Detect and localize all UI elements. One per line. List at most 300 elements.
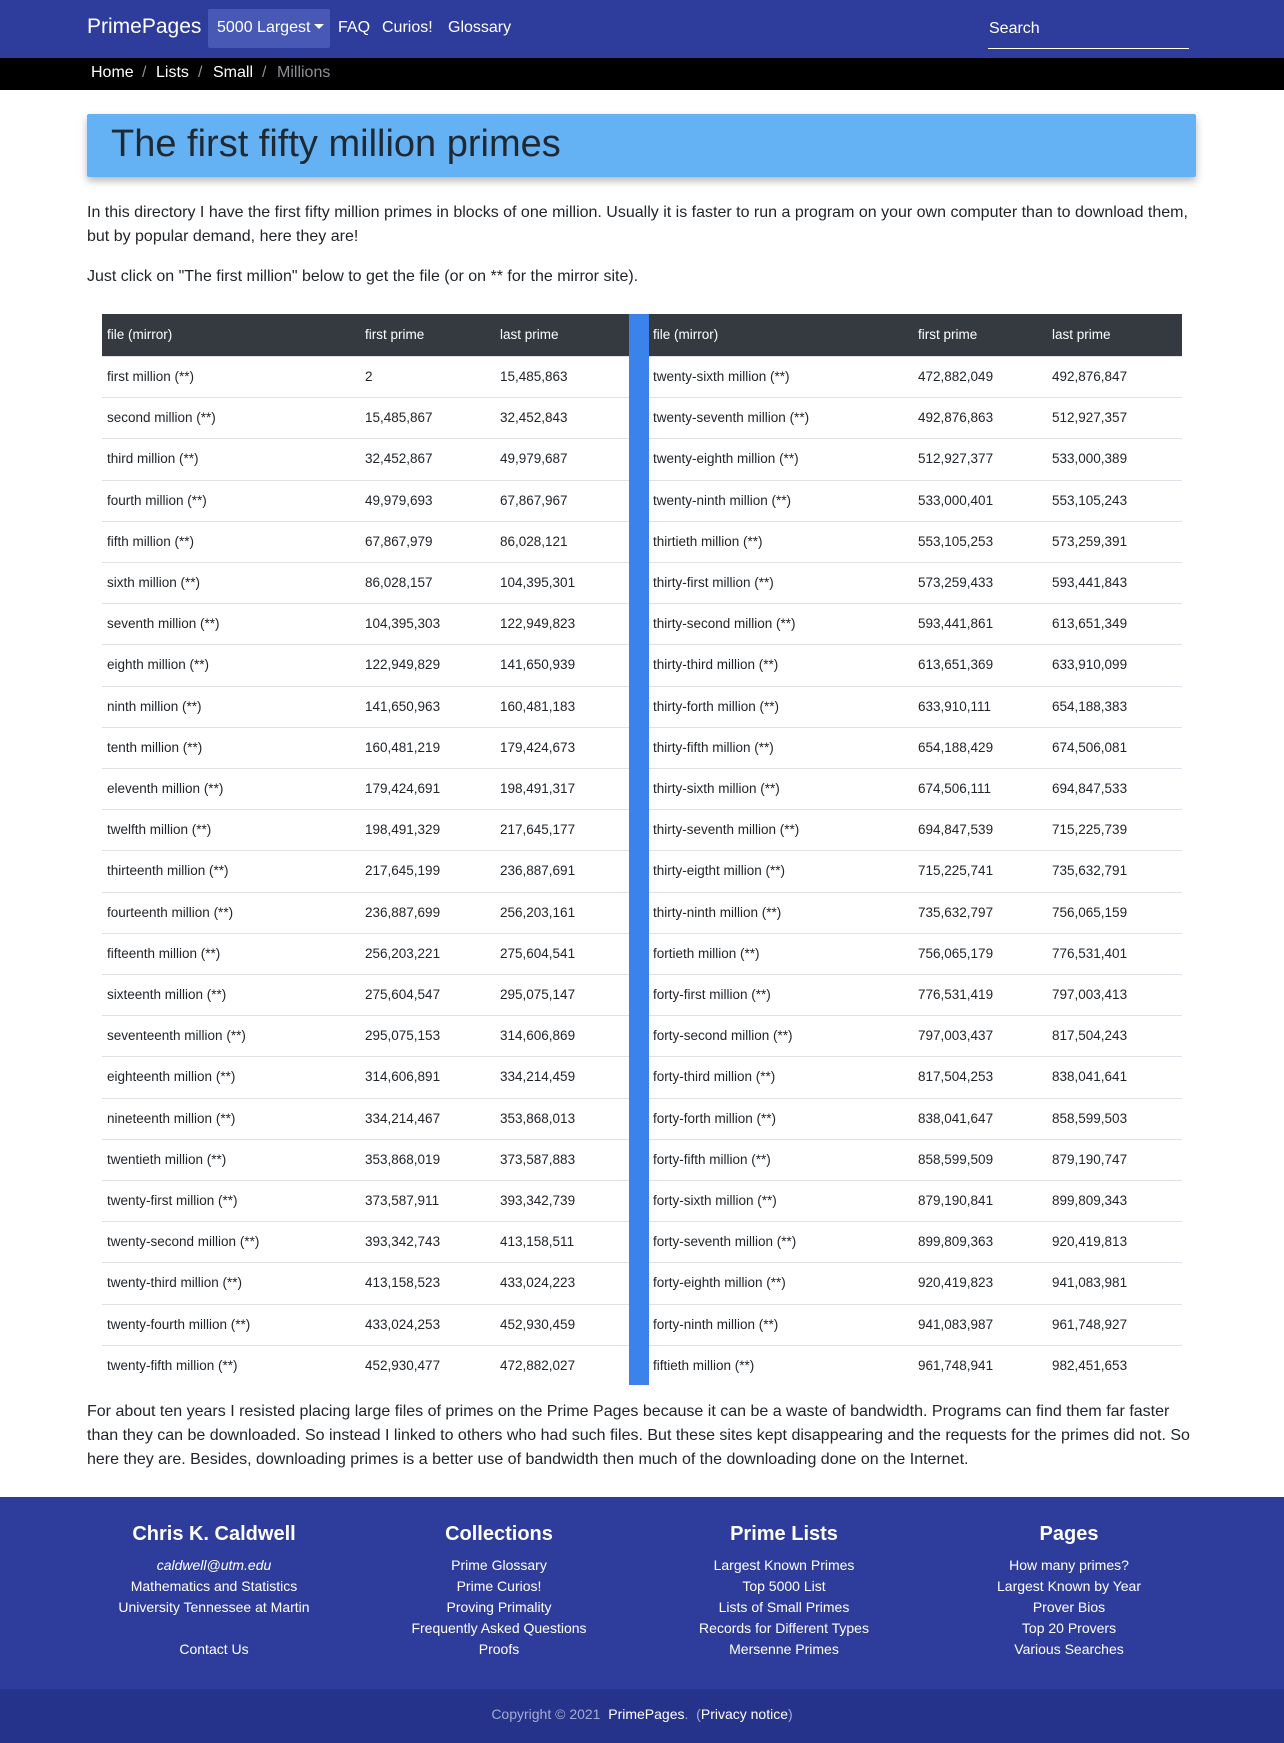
mirror-link[interactable]: (**) bbox=[776, 822, 800, 838]
mirror-link[interactable]: (**) bbox=[762, 1275, 786, 1291]
first-prime-cell: 67,867,979 bbox=[365, 533, 433, 549]
last-prime-cell: 941,083,981 bbox=[1052, 1275, 1128, 1291]
file-cell bbox=[107, 451, 199, 466]
header-last-prime: last prime bbox=[1052, 327, 1111, 342]
mirror-link[interactable]: (**) bbox=[185, 657, 210, 673]
file-cell bbox=[653, 1275, 786, 1290]
last-prime-cell: 573,259,391 bbox=[1052, 533, 1128, 549]
last-prime-cell: 715,225,739 bbox=[1052, 822, 1128, 838]
file-cell bbox=[107, 781, 223, 796]
file-cell bbox=[653, 781, 780, 796]
last-prime-cell: 275,604,541 bbox=[500, 945, 576, 961]
breadcrumb-lists[interactable]: Lists bbox=[156, 64, 189, 81]
last-prime-cell: 593,441,843 bbox=[1052, 575, 1128, 590]
last-prime-cell: 413,158,511 bbox=[500, 1234, 575, 1250]
last-prime-cell: 104,395,301 bbox=[500, 575, 576, 590]
first-prime-cell: 160,481,219 bbox=[365, 739, 441, 755]
last-prime-cell: 961,748,927 bbox=[1052, 1316, 1128, 1332]
file-link[interactable]: twenty-fourth million bbox=[107, 1316, 228, 1332]
first-prime-cell: 573,259,433 bbox=[918, 575, 994, 590]
breadcrumb-small[interactable]: Small bbox=[213, 64, 254, 81]
footer-link[interactable]: Top 20 Provers bbox=[1021, 1620, 1117, 1636]
footer-link[interactable]: Top 5000 List bbox=[742, 1578, 826, 1594]
file-cell bbox=[653, 534, 763, 549]
mirror-link[interactable]: (**) bbox=[214, 1357, 238, 1373]
last-prime-cell: 735,632,791 bbox=[1052, 863, 1128, 879]
mirror-link[interactable]: (**) bbox=[200, 781, 224, 796]
breadcrumb-home[interactable]: Home bbox=[91, 64, 134, 81]
first-prime-cell: 961,748,941 bbox=[918, 1357, 994, 1373]
last-prime-cell: 674,506,081 bbox=[1052, 739, 1128, 755]
last-prime-cell: 452,930,459 bbox=[500, 1316, 576, 1332]
mirror-link[interactable]: (**) bbox=[188, 822, 212, 838]
file-link[interactable]: thirtieth million bbox=[653, 533, 740, 549]
first-prime-cell: 86,028,157 bbox=[365, 575, 433, 590]
first-prime-cell: 817,504,253 bbox=[918, 1069, 994, 1085]
table-divider-column bbox=[629, 314, 649, 1385]
mirror-link[interactable]: (**) bbox=[731, 1357, 755, 1373]
mirror-link[interactable]: (**) bbox=[750, 575, 774, 590]
nav-curios[interactable]: Curios! bbox=[382, 19, 433, 36]
nav-glossary[interactable]: Glossary bbox=[448, 19, 512, 36]
breadcrumb-separator: / bbox=[198, 64, 203, 81]
file-link[interactable]: tenth million bbox=[107, 739, 180, 755]
file-cell bbox=[653, 451, 799, 466]
contact-us-link[interactable]: Contact Us bbox=[179, 1641, 249, 1657]
mirror-link[interactable]: (**) bbox=[175, 451, 199, 467]
file-link[interactable]: sixth million bbox=[107, 575, 177, 590]
copyright-bar: Copyright © 2021 PrimePages. (Privacy notice) bbox=[0, 1689, 1284, 1743]
first-prime-cell: 879,190,841 bbox=[918, 1193, 994, 1208]
last-prime-cell: 314,606,869 bbox=[500, 1028, 576, 1044]
file-link[interactable]: thirty-second million bbox=[653, 616, 773, 632]
mirror-link[interactable]: (**) bbox=[176, 575, 201, 590]
mirror-link[interactable]: (**) bbox=[179, 739, 203, 755]
footer-link[interactable]: Proofs bbox=[478, 1641, 520, 1657]
last-prime-cell: 373,587,883 bbox=[500, 1151, 576, 1167]
file-link[interactable]: eighth million bbox=[107, 657, 186, 673]
footer-prime-lists bbox=[654, 1523, 914, 1660]
file-link[interactable]: second million bbox=[107, 410, 193, 426]
first-prime-cell: 334,214,467 bbox=[365, 1110, 441, 1126]
file-cell bbox=[653, 1152, 771, 1167]
first-prime-cell: 899,809,363 bbox=[918, 1234, 994, 1250]
first-prime-cell: 49,979,693 bbox=[365, 492, 433, 508]
brand-link[interactable]: PrimePages bbox=[87, 15, 202, 38]
site-link[interactable]: PrimePages bbox=[608, 1706, 685, 1722]
file-link[interactable]: eighteenth million bbox=[107, 1069, 213, 1085]
file-cell bbox=[107, 1069, 235, 1084]
last-prime-cell: 160,481,183 bbox=[500, 698, 576, 714]
footer-link[interactable]: Frequently Asked Questions bbox=[411, 1620, 587, 1636]
last-prime-cell: 141,650,939 bbox=[500, 657, 576, 673]
first-prime-cell: 654,188,429 bbox=[918, 739, 994, 755]
last-prime-cell: 776,531,401 bbox=[1052, 945, 1128, 961]
mirror-link[interactable]: (**) bbox=[236, 1234, 260, 1250]
last-prime-cell: 393,342,739 bbox=[500, 1193, 576, 1208]
mirror-link[interactable]: (**) bbox=[755, 698, 780, 714]
file-link[interactable]: forty-sixth million bbox=[653, 1193, 754, 1208]
last-prime-cell: 756,065,159 bbox=[1052, 904, 1128, 920]
file-link[interactable]: thirty-third million bbox=[653, 657, 756, 673]
file-link[interactable]: forty-fifth million bbox=[653, 1151, 748, 1167]
mirror-link[interactable]: (**) bbox=[772, 616, 796, 632]
instructions-text: Just click on "The first million" below to get the file (or on ** for the mirror site). bbox=[87, 268, 639, 285]
first-prime-cell: 756,065,179 bbox=[918, 945, 994, 961]
file-link[interactable]: twenty-ninth million bbox=[653, 492, 768, 508]
first-prime-cell: 512,927,377 bbox=[918, 451, 994, 467]
footer-pages bbox=[939, 1523, 1199, 1660]
first-prime-cell: 533,000,401 bbox=[918, 492, 994, 508]
first-prime-cell: 2 bbox=[365, 369, 373, 384]
footer-author bbox=[84, 1523, 344, 1660]
footer-link[interactable]: Prover Bios bbox=[1032, 1599, 1106, 1615]
file-cell bbox=[107, 575, 200, 590]
file-link[interactable]: first million bbox=[107, 369, 171, 384]
file-link[interactable]: thirty-first million bbox=[653, 575, 751, 590]
first-prime-cell: 674,506,111 bbox=[918, 781, 992, 796]
first-prime-cell: 694,847,539 bbox=[918, 822, 994, 838]
footer-collections bbox=[369, 1523, 629, 1660]
last-prime-cell: 838,041,641 bbox=[1052, 1069, 1128, 1085]
file-link[interactable]: sixteenth million bbox=[107, 987, 204, 1002]
first-prime-cell: 256,203,221 bbox=[365, 945, 441, 961]
page-title: The first fifty million primes bbox=[111, 123, 561, 165]
mirror-link[interactable]: (**) bbox=[755, 657, 779, 673]
file-cell bbox=[653, 987, 771, 1002]
navbar bbox=[0, 0, 1284, 58]
footer-link[interactable]: Largest Known by Year bbox=[997, 1578, 1141, 1594]
largest-dropdown[interactable] bbox=[208, 9, 330, 48]
mirror-link[interactable]: (**) bbox=[170, 369, 195, 384]
last-prime-cell: 49,979,687 bbox=[500, 451, 568, 467]
mirror-link[interactable]: (**) bbox=[761, 863, 786, 879]
intro-text: In this directory I have the first fifty million primes in blocks of one million. Usually it is faster to run a program on your own computer than to download them, but by popular demand, here they are! bbox=[87, 204, 1188, 245]
file-link[interactable]: thirty-sixth million bbox=[653, 781, 757, 796]
breadcrumb-millions: Millions bbox=[277, 64, 331, 81]
mirror-link[interactable]: (**) bbox=[222, 1028, 246, 1044]
mirror-link[interactable]: (**) bbox=[773, 1234, 797, 1250]
file-link[interactable]: nineteenth million bbox=[107, 1110, 213, 1126]
author-email-link[interactable]: caldwell@utm.edu bbox=[156, 1557, 272, 1573]
file-cell bbox=[107, 616, 220, 631]
mirror-link[interactable]: (**) bbox=[736, 945, 760, 961]
last-prime-cell: 512,927,357 bbox=[1052, 410, 1128, 426]
file-link[interactable]: twenty-first million bbox=[107, 1193, 215, 1208]
caret-down-icon bbox=[314, 24, 324, 29]
last-prime-cell: 334,214,459 bbox=[500, 1069, 576, 1085]
file-link[interactable]: forty-forth million bbox=[653, 1110, 753, 1126]
file-link[interactable]: fifth million bbox=[107, 533, 171, 549]
file-link[interactable]: forty-first million bbox=[653, 987, 748, 1002]
footer-link[interactable]: Various Searches bbox=[1014, 1641, 1124, 1657]
file-cell bbox=[653, 1234, 796, 1249]
mirror-link[interactable]: (**) bbox=[212, 1110, 236, 1126]
footer-link[interactable]: Records for Different Types bbox=[699, 1620, 869, 1636]
mirror-link[interactable]: (**) bbox=[766, 369, 790, 384]
mirror-link[interactable]: (**) bbox=[203, 987, 227, 1002]
first-prime-cell: 735,632,797 bbox=[918, 904, 994, 920]
file-cell bbox=[653, 740, 774, 755]
search-input[interactable] bbox=[988, 18, 1189, 49]
first-prime-cell: 593,441,861 bbox=[918, 616, 994, 632]
file-link[interactable]: forty-third million bbox=[653, 1069, 753, 1085]
footer-link[interactable]: Prime Curios! bbox=[456, 1578, 542, 1594]
last-prime-cell: 613,651,349 bbox=[1052, 616, 1128, 632]
file-link[interactable]: seventeenth million bbox=[107, 1028, 223, 1044]
mirror-link[interactable]: (**) bbox=[192, 410, 216, 426]
file-cell bbox=[653, 1358, 754, 1373]
mirror-link[interactable]: (**) bbox=[227, 1316, 251, 1332]
first-prime-cell: 920,419,823 bbox=[918, 1275, 994, 1291]
mirror-link[interactable]: (**) bbox=[170, 533, 195, 549]
nav-faq[interactable]: FAQ bbox=[338, 19, 371, 36]
file-cell bbox=[107, 699, 202, 714]
last-prime-cell: 86,028,121 bbox=[500, 533, 568, 549]
mirror-link[interactable]: (**) bbox=[196, 616, 220, 632]
first-prime-cell: 15,485,867 bbox=[365, 410, 433, 426]
privacy-link[interactable]: Privacy notice bbox=[700, 1706, 789, 1722]
first-prime-cell: 275,604,547 bbox=[365, 987, 441, 1002]
file-link[interactable]: fourth million bbox=[107, 492, 184, 508]
file-link[interactable]: twentieth million bbox=[107, 1151, 204, 1167]
last-prime-cell: 433,024,223 bbox=[500, 1275, 576, 1291]
mirror-link[interactable]: (**) bbox=[752, 1110, 777, 1126]
author-university: University Tennessee at Martin bbox=[118, 1599, 310, 1615]
first-prime-cell: 413,158,523 bbox=[365, 1275, 441, 1291]
mirror-link[interactable]: (**) bbox=[750, 739, 774, 755]
last-prime-cell: 217,645,177 bbox=[500, 822, 576, 838]
first-prime-cell: 32,452,867 bbox=[365, 451, 433, 467]
file-link[interactable]: twenty-third million bbox=[107, 1275, 219, 1291]
first-prime-cell: 715,225,741 bbox=[918, 863, 994, 879]
file-link[interactable]: fortieth million bbox=[653, 945, 737, 961]
file-cell bbox=[653, 493, 791, 508]
header-first-prime: first prime bbox=[365, 327, 425, 342]
file-cell bbox=[107, 987, 226, 1002]
file-cell bbox=[107, 1028, 246, 1043]
first-prime-cell: 452,930,477 bbox=[365, 1357, 441, 1373]
last-prime-cell: 817,504,243 bbox=[1052, 1028, 1128, 1044]
mirror-link[interactable]: (**) bbox=[769, 1028, 793, 1044]
file-cell bbox=[107, 946, 220, 961]
file-cell bbox=[653, 657, 778, 672]
first-prime-cell: 433,024,253 bbox=[365, 1316, 441, 1332]
file-cell bbox=[653, 616, 796, 631]
mirror-link[interactable]: (**) bbox=[747, 1151, 771, 1167]
mirror-link[interactable]: (**) bbox=[183, 492, 207, 508]
file-cell bbox=[653, 699, 779, 714]
mirror-link[interactable]: (**) bbox=[203, 1151, 227, 1167]
first-prime-cell: 858,599,509 bbox=[918, 1151, 994, 1167]
footer-prime-lists-heading: Prime Lists bbox=[730, 1523, 838, 1545]
file-link[interactable]: thirty-seventh million bbox=[653, 822, 777, 838]
file-link[interactable]: twenty-seventh million bbox=[653, 410, 786, 426]
file-cell bbox=[107, 863, 229, 878]
first-prime-cell: 492,876,863 bbox=[918, 410, 994, 426]
last-prime-cell: 15,485,863 bbox=[500, 369, 568, 384]
file-cell bbox=[653, 369, 790, 384]
file-cell bbox=[653, 863, 785, 878]
file-cell bbox=[107, 1317, 250, 1332]
last-prime-cell: 694,847,533 bbox=[1052, 781, 1128, 796]
file-cell bbox=[653, 1069, 775, 1084]
file-link[interactable]: eleventh million bbox=[107, 781, 201, 796]
file-link[interactable]: forty-seventh million bbox=[653, 1234, 774, 1250]
mirror-link[interactable]: (**) bbox=[758, 904, 782, 920]
mirror-link[interactable]: (**) bbox=[785, 410, 810, 426]
mirror-link[interactable]: (**) bbox=[212, 1069, 236, 1085]
file-link[interactable]: seventh million bbox=[107, 616, 197, 632]
last-prime-cell: 236,887,691 bbox=[500, 863, 576, 879]
header-file: file (mirror) bbox=[107, 327, 173, 342]
mirror-link[interactable]: (**) bbox=[767, 492, 792, 508]
author-dept: Mathematics and Statistics bbox=[130, 1578, 298, 1594]
file-cell bbox=[653, 1193, 777, 1208]
mirror-link[interactable]: (**) bbox=[775, 451, 799, 467]
footer-link[interactable]: Largest Known Primes bbox=[713, 1557, 855, 1573]
file-cell bbox=[107, 1193, 238, 1208]
mirror-link[interactable]: (**) bbox=[209, 904, 234, 920]
file-cell bbox=[107, 534, 194, 549]
first-prime-cell: 553,105,253 bbox=[918, 533, 994, 549]
file-link[interactable]: twelfth million bbox=[107, 822, 189, 838]
file-link[interactable]: twenty-sixth million bbox=[653, 369, 767, 384]
mirror-link[interactable]: (**) bbox=[752, 1069, 776, 1085]
file-link[interactable]: twenty-fifth million bbox=[107, 1357, 215, 1373]
last-prime-cell: 122,949,823 bbox=[500, 616, 576, 632]
file-cell bbox=[107, 410, 216, 425]
mirror-link[interactable]: (**) bbox=[739, 533, 763, 549]
mirror-link[interactable]: (**) bbox=[756, 781, 780, 796]
file-link[interactable]: thirty-forth million bbox=[653, 698, 756, 714]
file-cell bbox=[653, 1028, 793, 1043]
file-cell bbox=[653, 946, 760, 961]
first-prime-cell: 393,342,743 bbox=[365, 1234, 441, 1250]
file-cell bbox=[653, 905, 781, 920]
first-prime-cell: 295,075,153 bbox=[365, 1028, 441, 1044]
file-cell bbox=[653, 575, 774, 590]
last-prime-cell: 179,424,673 bbox=[500, 739, 576, 755]
last-prime-cell: 295,075,147 bbox=[500, 987, 576, 1002]
last-prime-cell: 633,910,099 bbox=[1052, 657, 1128, 673]
first-prime-cell: 236,887,699 bbox=[365, 904, 441, 920]
first-prime-cell: 797,003,437 bbox=[918, 1028, 994, 1044]
file-cell bbox=[107, 905, 233, 920]
file-link[interactable]: ninth million bbox=[107, 698, 179, 714]
breadcrumb-separator: / bbox=[142, 64, 147, 81]
last-prime-cell: 982,451,653 bbox=[1052, 1357, 1128, 1373]
first-prime-cell: 633,910,111 bbox=[918, 698, 992, 714]
footer-link[interactable]: Mersenne Primes bbox=[729, 1641, 839, 1657]
mirror-link[interactable]: (**) bbox=[214, 1193, 238, 1208]
file-link[interactable]: twenty-second million bbox=[107, 1234, 237, 1250]
first-prime-cell: 122,949,829 bbox=[365, 657, 441, 673]
file-link[interactable]: thirty-eigtht million bbox=[653, 863, 762, 879]
mirror-link[interactable]: (**) bbox=[747, 987, 771, 1002]
last-prime-cell: 797,003,413 bbox=[1052, 987, 1128, 1002]
first-prime-cell: 179,424,691 bbox=[365, 781, 441, 796]
file-cell bbox=[107, 822, 211, 837]
mirror-link[interactable]: (**) bbox=[218, 1275, 243, 1291]
file-cell bbox=[107, 1234, 259, 1249]
file-link[interactable]: forty-second million bbox=[653, 1028, 770, 1044]
first-prime-cell: 217,645,199 bbox=[365, 863, 441, 879]
footer bbox=[0, 1497, 1284, 1689]
first-prime-cell: 353,868,019 bbox=[365, 1151, 441, 1167]
file-cell bbox=[107, 740, 202, 755]
file-cell bbox=[107, 1358, 238, 1373]
file-link[interactable]: thirteenth million bbox=[107, 863, 206, 879]
first-prime-cell: 472,882,049 bbox=[918, 369, 994, 384]
file-link[interactable]: forty-eighth million bbox=[653, 1275, 763, 1291]
last-prime-cell: 899,809,343 bbox=[1052, 1193, 1128, 1208]
footer-link[interactable]: How many primes? bbox=[1009, 1557, 1129, 1573]
file-cell bbox=[107, 1275, 242, 1290]
last-prime-cell: 858,599,503 bbox=[1052, 1110, 1128, 1126]
closing-text: For about ten years I resisted placing large files of primes on the Prime Pages because it can be a waste of bandwidth. Programs can find them far faster than they can be downloaded. So instead I linked to others who had such files. But these sites kept disappearing and the requests for the primes did not. So here they are. Besides, downloading primes is a better use of bandwidth then much of the downloading done on the Internet. bbox=[87, 1403, 1190, 1468]
last-prime-cell: 353,868,013 bbox=[500, 1110, 576, 1126]
breadcrumb-separator: / bbox=[262, 64, 267, 81]
footer-link[interactable]: Lists of Small Primes bbox=[718, 1599, 850, 1615]
file-cell bbox=[653, 822, 799, 837]
mirror-link[interactable]: (**) bbox=[753, 1193, 777, 1208]
mirror-link[interactable]: (**) bbox=[178, 698, 202, 714]
first-prime-cell: 198,491,329 bbox=[365, 822, 441, 838]
last-prime-cell: 472,882,027 bbox=[500, 1357, 576, 1373]
file-link[interactable]: twenty-eighth million bbox=[653, 451, 776, 467]
header-first-prime: first prime bbox=[918, 327, 978, 342]
footer-link[interactable]: Proving Primality bbox=[446, 1599, 552, 1615]
copyright-text: Copyright © 2021 bbox=[491, 1706, 601, 1722]
first-prime-cell: 141,650,963 bbox=[365, 698, 441, 714]
file-link[interactable]: forty-ninth million bbox=[653, 1316, 756, 1332]
file-cell bbox=[653, 410, 809, 425]
first-prime-cell: 373,587,911 bbox=[365, 1193, 440, 1208]
last-prime-cell: 492,876,847 bbox=[1052, 369, 1128, 384]
footer-collections-heading: Collections bbox=[445, 1523, 553, 1545]
last-prime-cell: 32,452,843 bbox=[500, 410, 568, 426]
footer-link[interactable]: Prime Glossary bbox=[451, 1557, 547, 1573]
mirror-link[interactable]: (**) bbox=[205, 863, 229, 879]
file-link[interactable]: fourteenth million bbox=[107, 904, 210, 920]
last-prime-cell: 533,000,389 bbox=[1052, 451, 1128, 467]
file-cell bbox=[107, 657, 209, 672]
first-prime-cell: 314,606,891 bbox=[365, 1069, 441, 1085]
footer-pages-heading: Pages bbox=[1039, 1523, 1099, 1545]
first-prime-cell: 104,395,303 bbox=[365, 616, 441, 632]
file-link[interactable]: third million bbox=[107, 451, 176, 467]
last-prime-cell: 67,867,967 bbox=[500, 492, 568, 508]
breadcrumb bbox=[0, 58, 1284, 90]
last-prime-cell: 553,105,243 bbox=[1052, 492, 1128, 508]
mirror-link[interactable]: (**) bbox=[197, 945, 221, 961]
mirror-link[interactable]: (**) bbox=[755, 1316, 779, 1332]
file-cell bbox=[107, 493, 207, 508]
header-last-prime: last prime bbox=[500, 327, 559, 342]
file-cell bbox=[107, 1111, 235, 1126]
file-link[interactable]: fiftieth million bbox=[653, 1357, 732, 1373]
file-link[interactable]: thirty-fifth million bbox=[653, 739, 751, 755]
file-link[interactable]: fifteenth million bbox=[107, 945, 198, 961]
last-prime-cell: 198,491,317 bbox=[500, 781, 576, 796]
header-file: file (mirror) bbox=[653, 327, 719, 342]
file-cell bbox=[107, 369, 194, 384]
file-cell bbox=[653, 1111, 776, 1126]
footer-author-heading: Chris K. Caldwell bbox=[132, 1523, 296, 1545]
last-prime-cell: 654,188,383 bbox=[1052, 698, 1128, 714]
file-link[interactable]: thirty-ninth million bbox=[653, 904, 759, 920]
